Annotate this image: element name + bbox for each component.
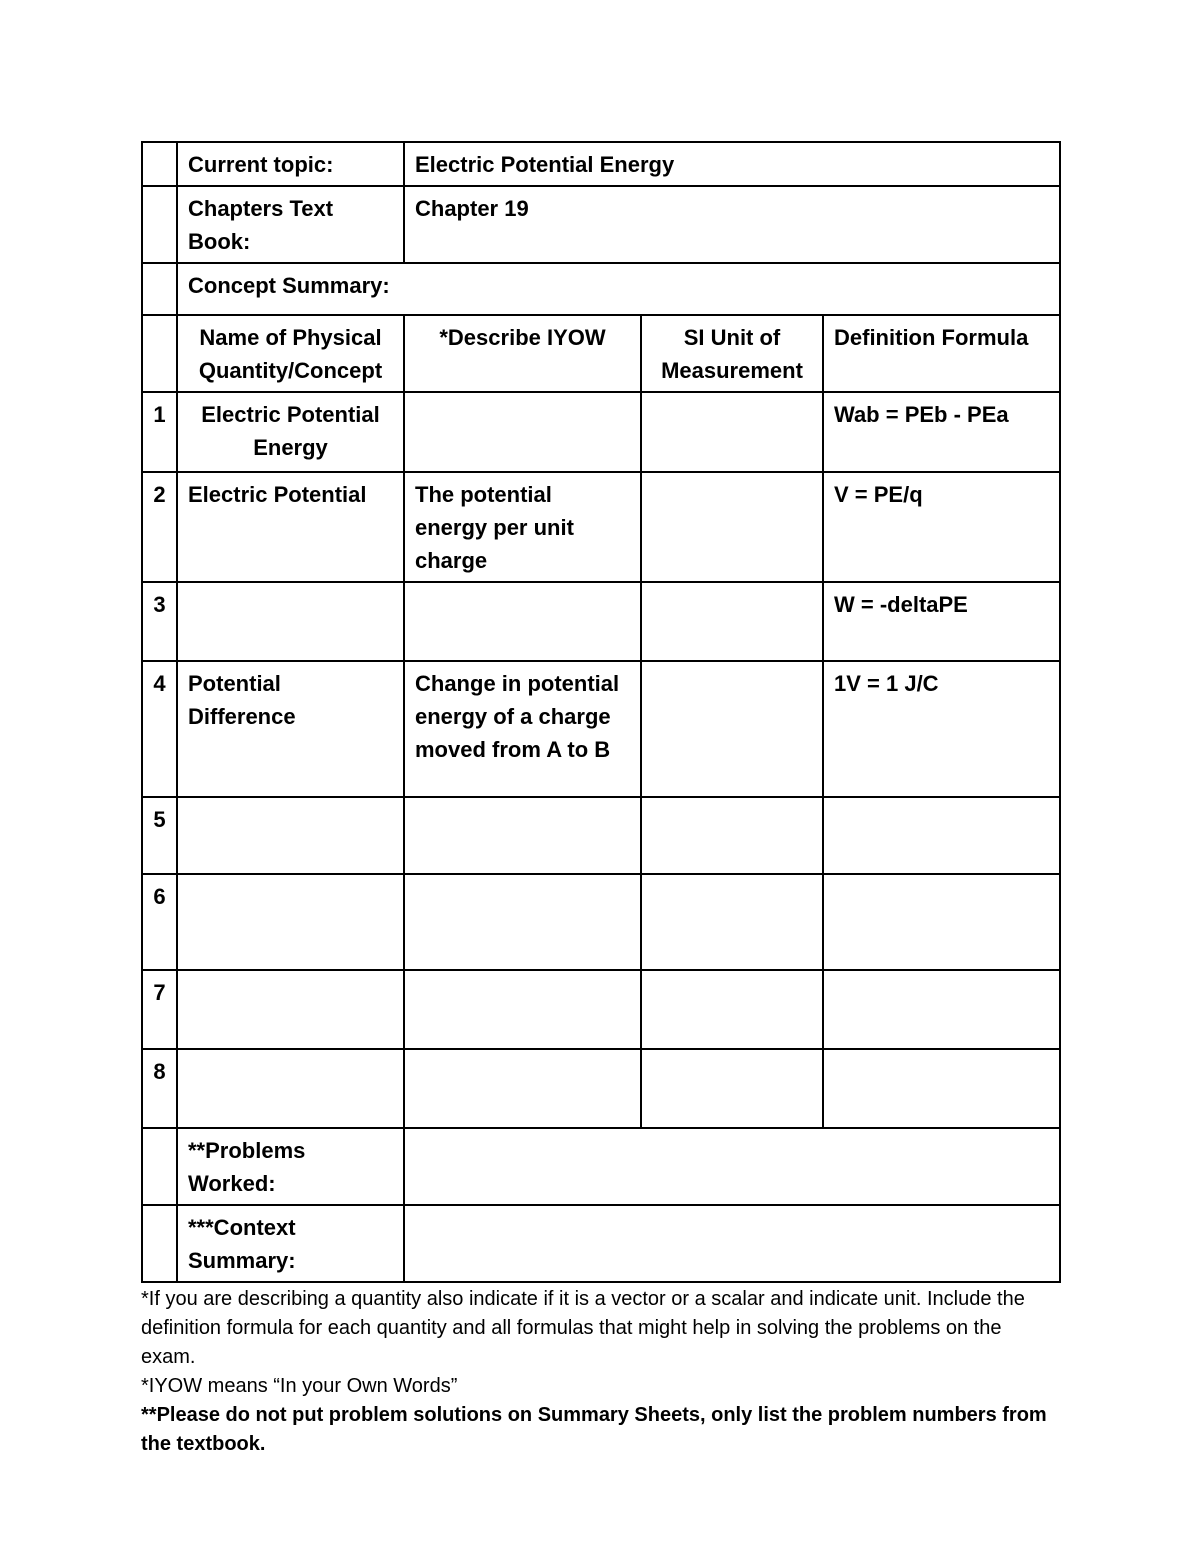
quantity-name-cell: [177, 1049, 404, 1128]
summary-table: [141, 141, 1061, 1283]
quantity-name-cell: [177, 874, 404, 970]
column-header-describe: *Describe IYOW: [404, 315, 641, 392]
describe-cell: [404, 582, 641, 661]
row-number: 6: [142, 874, 177, 970]
chapters-row: [142, 186, 1060, 263]
describe-cell: [404, 1049, 641, 1128]
row-number: 4: [142, 661, 177, 797]
describe-cell: [404, 797, 641, 874]
quantity-name-cell: Electric Potential: [177, 472, 404, 582]
chapters-value: Chapter 19: [404, 186, 1060, 263]
si-unit-cell: [641, 797, 823, 874]
describe-cell: Change in potential energy of a charge moved from A to B: [404, 661, 641, 797]
problems-worked-label: **Problems Worked:: [177, 1128, 404, 1205]
row-number: 2: [142, 472, 177, 582]
concept-summary-label: Concept Summary:: [177, 263, 1060, 315]
describe-cell: The potential energy per unit charge: [404, 472, 641, 582]
footnote-problem-solutions: **Please do not put problem solutions on Summary Sheets, only list the problem numbers from the textbook.: [141, 1404, 1047, 1455]
quantity-name-cell: [177, 970, 404, 1049]
column-header-row: [142, 315, 1060, 392]
formula-cell: [823, 797, 1060, 874]
footnote-vector-scalar: *If you are describing a quantity also indicate if it is a vector or a scalar and indicate unit. Include the definition formula for each quantity and all formulas that might help in solving the problems on the exam.: [141, 1288, 1025, 1368]
formula-cell: Wab = PEb - PEa: [823, 392, 1060, 472]
formula-cell: [823, 874, 1060, 970]
table-row: [142, 661, 1060, 797]
row-number-cell: [142, 263, 177, 315]
row-number-cell: [142, 315, 177, 392]
chapters-label: Chapters Text Book:: [177, 186, 404, 263]
row-number: 1: [142, 392, 177, 472]
quantity-name-cell: [177, 797, 404, 874]
si-unit-cell: [641, 582, 823, 661]
describe-cell: [404, 392, 641, 472]
describe-cell: [404, 970, 641, 1049]
topic-row: [142, 142, 1060, 186]
problems-worked-value: [404, 1128, 1060, 1205]
row-number: 7: [142, 970, 177, 1049]
formula-cell: 1V = 1 J/C: [823, 661, 1060, 797]
row-number: 3: [142, 582, 177, 661]
row-number-cell: [142, 1128, 177, 1205]
concept-summary-row: [142, 263, 1060, 315]
row-number-cell: [142, 142, 177, 186]
table-row: [142, 392, 1060, 472]
context-summary-label: ***Context Summary:: [177, 1205, 404, 1282]
table-row: [142, 1049, 1060, 1128]
quantity-name-cell: Electric Potential Energy: [177, 392, 404, 472]
problems-worked-row: [142, 1128, 1060, 1205]
topic-value: Electric Potential Energy: [404, 142, 1060, 186]
footnote-iyow: *IYOW means “In your Own Words”: [141, 1375, 458, 1397]
table-row: [142, 970, 1060, 1049]
formula-cell: V = PE/q: [823, 472, 1060, 582]
quantity-name-cell: [177, 582, 404, 661]
si-unit-cell: [641, 1049, 823, 1128]
footnotes: [141, 1285, 1059, 1459]
table-row: [142, 797, 1060, 874]
formula-cell: W = -deltaPE: [823, 582, 1060, 661]
describe-cell: [404, 874, 641, 970]
table-row: [142, 472, 1060, 582]
row-number: 8: [142, 1049, 177, 1128]
formula-cell: [823, 970, 1060, 1049]
row-number-cell: [142, 1205, 177, 1282]
column-header-name: Name of Physical Quantity/Concept: [177, 315, 404, 392]
context-summary-value: [404, 1205, 1060, 1282]
row-number: 5: [142, 797, 177, 874]
row-number-cell: [142, 186, 177, 263]
column-header-formula: Definition Formula: [823, 315, 1060, 392]
topic-label: Current topic:: [177, 142, 404, 186]
summary-sheet: [141, 141, 1059, 1459]
table-row: [142, 582, 1060, 661]
table-row: [142, 874, 1060, 970]
formula-cell: [823, 1049, 1060, 1128]
column-header-si-unit: SI Unit of Measurement: [641, 315, 823, 392]
si-unit-cell: [641, 661, 823, 797]
quantity-name-cell: Potential Difference: [177, 661, 404, 797]
context-summary-row: [142, 1205, 1060, 1282]
si-unit-cell: [641, 970, 823, 1049]
si-unit-cell: [641, 392, 823, 472]
si-unit-cell: [641, 472, 823, 582]
si-unit-cell: [641, 874, 823, 970]
